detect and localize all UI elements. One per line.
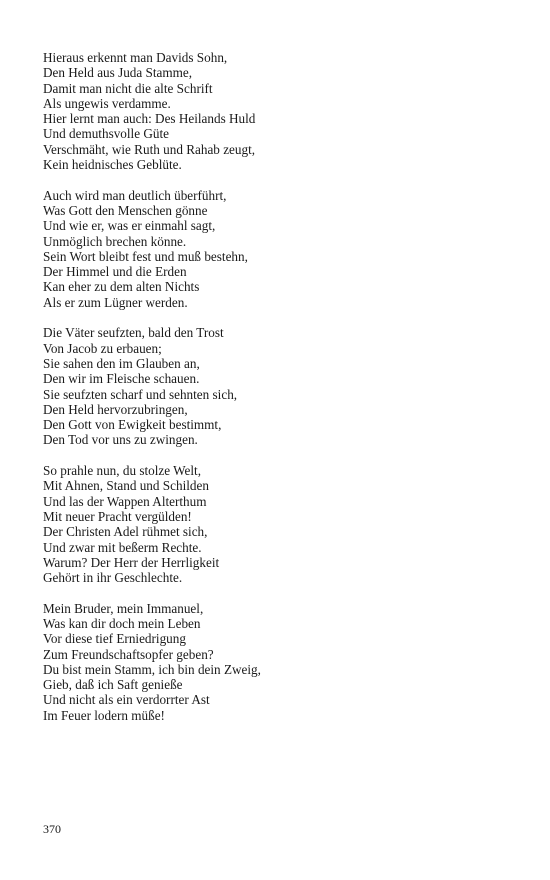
verse-line: Den Held hervorzubringen, [43,401,188,417]
verse-line: Hier lernt man auch: Des Heilands Huld [43,111,256,127]
verse-line: Auch wird man deutlich überführt, [43,187,227,203]
verse-line: Verschmäht, wie Ruth und Rahab zeugt, [43,141,256,157]
verse-line: Sie seufzten scharf und sehnten sich, [43,386,238,402]
poem-body [43,50,513,738]
verse-line: Und nicht als ein verdorrter Ast [43,692,210,708]
verse-line: Und las der Wappen Alterthum [43,493,207,509]
verse-line: Zum Freundschaftsopfer geben? [43,646,214,662]
verse-line: Und zwar mit beßerm Rechte. [43,539,202,555]
verse-line: Kein heidnisches Geblüte. [43,157,182,173]
verse-line: Die Väter seufzten, bald den Trost [43,325,224,341]
verse-line: Den Tod vor uns zu zwingen. [43,432,198,448]
verse-line: Im Feuer lodern müße! [43,707,165,723]
verse-line: Hieraus erkennt man Davids Sohn, [43,50,228,65]
verse-line: Mit Ahnen, Stand und Schilden [43,478,209,494]
verse-line: Unmöglich brechen könne. [43,233,187,249]
stanza-3 [43,325,513,447]
verse-line: Mit neuer Pracht vergülden! [43,508,192,524]
verse-line: Als er zum Lügner werden. [43,294,188,310]
verse-line: Mein Bruder, mein Immanuel, [43,600,204,616]
verse-line: So prahle nun, du stolze Welt, [43,463,202,479]
verse-line: Und wie er, was er einmahl sagt, [43,218,216,234]
stanza-1 [43,50,513,172]
stanza-2 [43,188,513,310]
verse-line: Du bist mein Stamm, ich bin dein Zweig, [43,661,261,677]
verse-line: Vor diese tief Erniedrigung [43,631,186,647]
verse-line: Den wir im Fleische schauen. [43,371,200,387]
verse-line: Als ungewis verdamme. [43,95,171,111]
stanza-4 [43,463,513,585]
verse-line: Und demuthsvolle Güte [43,126,169,142]
verse-line: Gehört in ihr Geschlechte. [43,570,183,586]
verse-line: Den Held aus Juda Stamme, [43,65,193,81]
verse-line: Damit man nicht die alte Schrift [43,80,213,96]
verse-line: Kan eher zu dem alten Nichts [43,279,200,295]
verse-line: Den Gott von Ewigkeit bestimmt, [43,417,222,433]
page-number: 370 [43,822,61,836]
verse-line: Was Gott den Menschen gönne [43,202,208,218]
verse-line: Sein Wort bleibt fest und muß bestehn, [43,248,248,264]
stanza-5 [43,601,513,723]
verse-line: Was kan dir doch mein Leben [43,615,201,631]
verse-line: Von Jacob zu erbauen; [43,340,162,356]
verse-line: Der Christen Adel rühmet sich, [43,524,208,540]
verse-line: Gieb, daß ich Saft genieße [43,677,183,693]
verse-line: Der Himmel und die Erden [43,264,187,280]
verse-line: Warum? Der Herr der Herrligkeit [43,554,220,570]
verse-line: Sie sahen den im Glauben an, [43,355,200,371]
